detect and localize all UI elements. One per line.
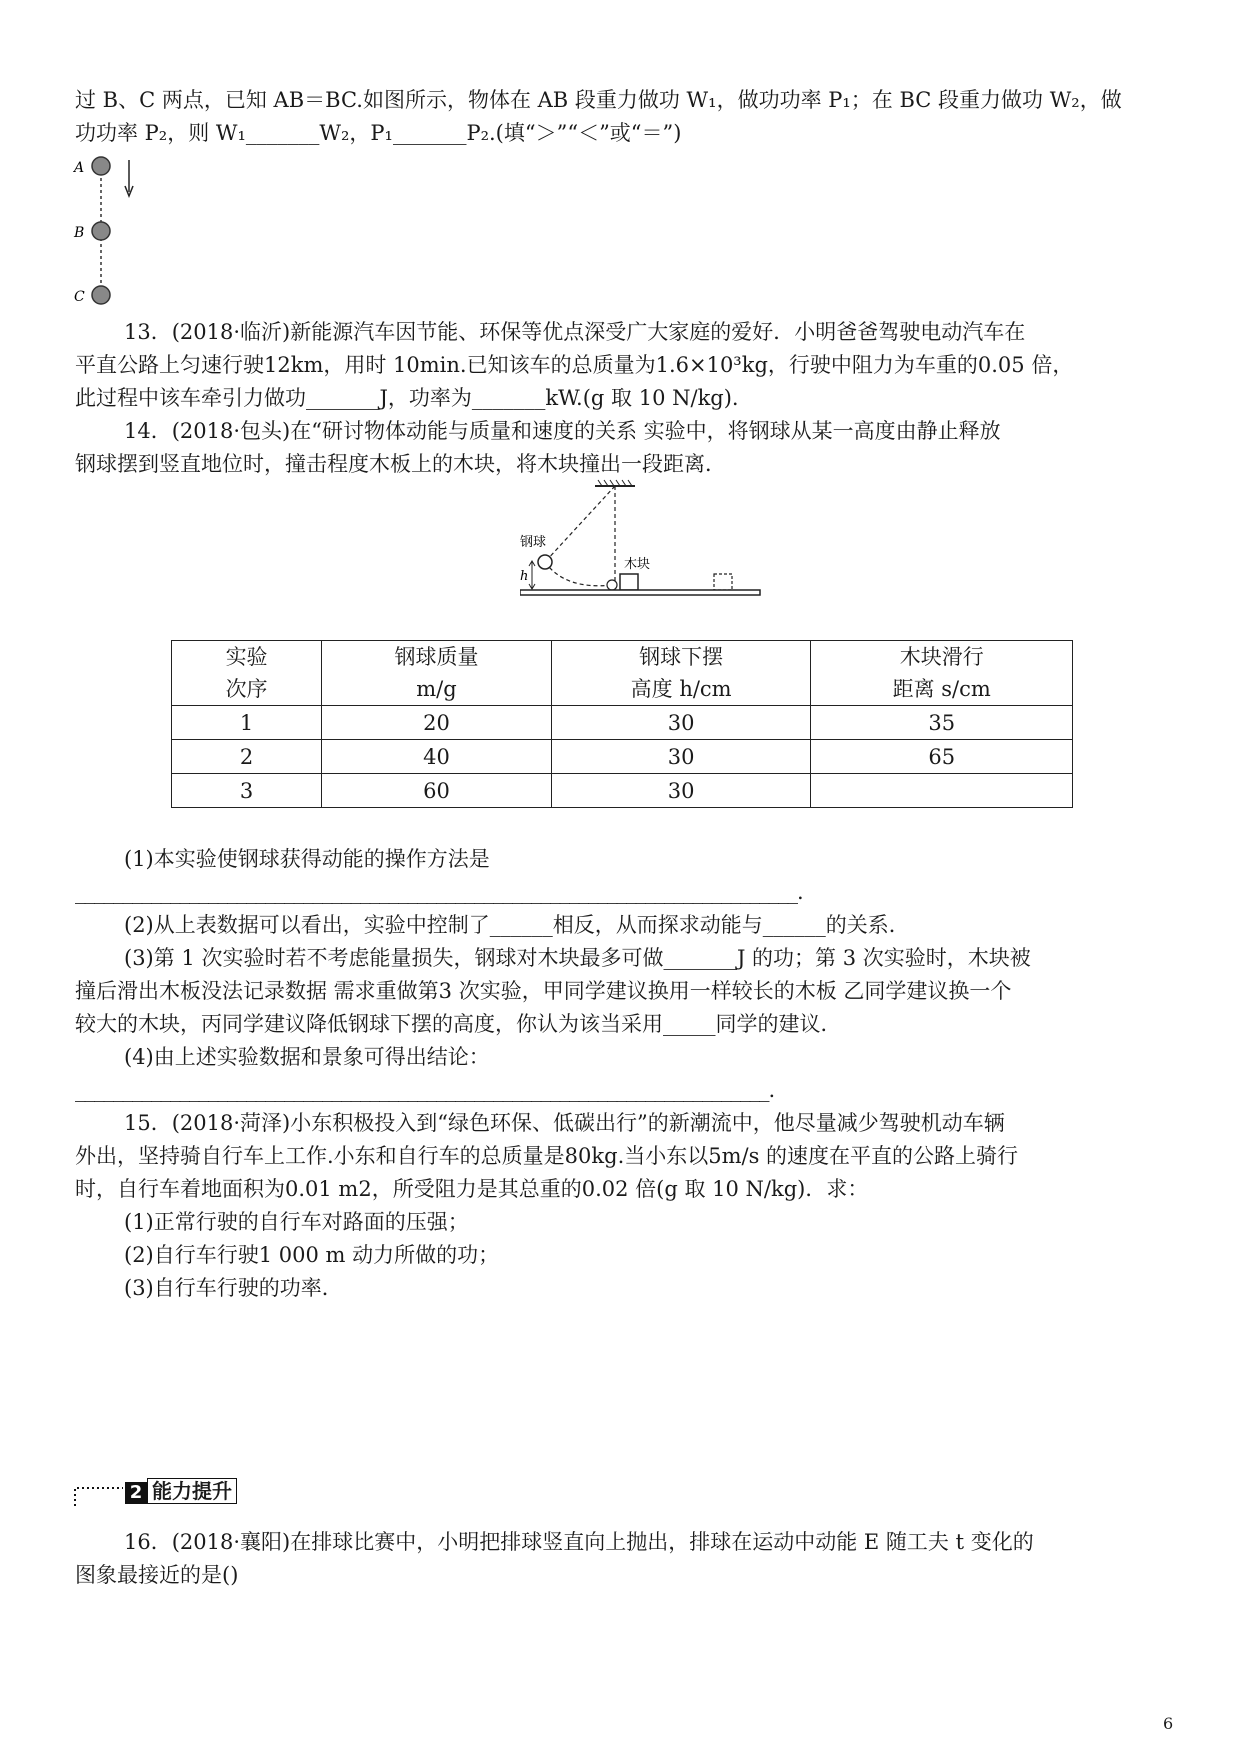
q13-line2: 平直公路上匀速行驶12km，用时 10min.已知该车的总质量为1.6×10³kg，行驶中阻力为车重的0.05 倍， bbox=[75, 353, 1074, 377]
label-a: A bbox=[74, 160, 85, 176]
table-cell: 40 bbox=[322, 740, 552, 774]
table-cell: 1 bbox=[172, 706, 322, 740]
header-cell: 实验 次序 bbox=[172, 641, 322, 706]
table-row bbox=[172, 740, 1073, 774]
ball-b bbox=[92, 222, 110, 240]
label-b: B bbox=[74, 225, 85, 241]
q15-line3: 时，自行车着地面积为0.01 m2，所受阻力是其总重的0.02 倍(g 取 10 N/kg)．求： bbox=[75, 1177, 869, 1201]
wood-board bbox=[520, 590, 760, 595]
header-cell: 钢球质量 m/g bbox=[322, 641, 552, 706]
q13-line1: 13．(2018·临沂)新能源汽车因节能、环保等优点深受广大家庭的爱好．小明爸爸驾驶电动汽车在 bbox=[124, 320, 1026, 344]
label-ball: 钢球 bbox=[520, 535, 547, 550]
table-cell: 30 bbox=[551, 706, 811, 740]
q14-sub4: (4)由上述实验数据和景象可得出结论： bbox=[124, 1045, 490, 1069]
section-title: 能力提升 bbox=[147, 1478, 237, 1504]
label-block: 木块 bbox=[624, 557, 651, 572]
table-header-row bbox=[172, 641, 1073, 706]
table-cell: 60 bbox=[322, 774, 552, 808]
ball-c bbox=[92, 286, 110, 304]
table-cell: 30 bbox=[551, 774, 811, 808]
wood-block-moved bbox=[714, 574, 732, 590]
q14-line2: 钢球摆到竖直地位时，撞击程度木板上的木块，将木块撞出一段距离． bbox=[75, 452, 726, 476]
q14-sub3-line2: 撞后滑出木板没法记录数据 需求重做第3 次实验，甲同学建议换用一样较长的木板 乙同学建议换一个 bbox=[75, 979, 1012, 1003]
q15-line2: 外出，坚持骑自行车上工作.小东和自行车的总质量是80kg.当小东以5m/s 的速度在平直的公路上骑行 bbox=[75, 1144, 1019, 1168]
wood-block bbox=[620, 574, 638, 590]
q14-line1: 14．(2018·包头)在“研讨物体动能与质量和速度的关系 实验中，将钢球从某一高度由静止释放 bbox=[124, 419, 1001, 443]
table-row bbox=[172, 706, 1073, 740]
q14-sub4-blank: _________________________________________________________________________. bbox=[75, 1078, 775, 1102]
table-cell: 65 bbox=[811, 740, 1073, 774]
label-c: C bbox=[74, 289, 85, 305]
table-cell: 3 bbox=[172, 774, 322, 808]
q14-sub1: (1)本实验使钢球获得动能的操作方法是 bbox=[124, 847, 490, 871]
steel-ball-start bbox=[538, 555, 552, 569]
q15-sub3: (3)自行车行驶的功率． bbox=[124, 1276, 343, 1300]
q14-sub3-line3: 较大的木块，丙同学建议降低钢球下摆的高度，你认为该当采用_____同学的建议． bbox=[75, 1012, 842, 1036]
dotted-bracket-icon bbox=[73, 1480, 125, 1508]
q13-line3: 此过程中该车牵引力做功_______J，功率为_______kW.(g 取 10 N/kg). bbox=[75, 386, 739, 410]
falling-ball-figure bbox=[68, 150, 148, 310]
table-cell bbox=[811, 774, 1073, 808]
table-cell: 20 bbox=[322, 706, 552, 740]
q14-sub2: (2)从上表数据可以看出，实验中控制了______相反，从而探求动能与______的关系． bbox=[124, 913, 910, 937]
q15-sub2: (2)自行车行驶1 000 m 动力所做的功； bbox=[124, 1243, 500, 1267]
section-heading bbox=[73, 1478, 237, 1508]
label-h: h bbox=[520, 569, 529, 584]
page-number: 6 bbox=[1163, 1714, 1174, 1733]
q15-line1: 15．(2018·菏泽)小东积极投入到“绿色环保、低碳出行”的新潮流中，他尽量减少驾驶机动车辆 bbox=[124, 1111, 1005, 1135]
ball-a bbox=[92, 157, 110, 175]
header-cell: 钢球下摆 高度 h/cm bbox=[551, 641, 811, 706]
steel-ball-bottom bbox=[607, 580, 617, 590]
table-row bbox=[172, 774, 1073, 808]
q14-sub3-line1: (3)第 1 次实验时若不考虑能量损失，钢球对木块最多可做_______J 的功；第 3 次实验时，木块被 bbox=[124, 946, 1031, 970]
table-cell: 35 bbox=[811, 706, 1073, 740]
pendulum-figure bbox=[520, 478, 770, 608]
q16-line1: 16．(2018·襄阳)在排球比赛中，小明把排球竖直向上抛出，排球在运动中动能 E 随工夫 t 变化的 bbox=[124, 1530, 1034, 1554]
q12-line1: 过 B、C 两点，已知 AB＝BC.如图所示，物体在 AB 段重力做功 W₁，做功功率 P₁；在 BC 段重力做功 W₂，做 bbox=[75, 88, 1122, 112]
section-number: 2 bbox=[125, 1482, 147, 1504]
q16-line2: 图象最接近的是() bbox=[75, 1563, 239, 1587]
table-cell: 2 bbox=[172, 740, 322, 774]
table-cell: 30 bbox=[551, 740, 811, 774]
experiment-table bbox=[171, 640, 1073, 808]
q15-sub1: (1)正常行驶的自行车对路面的压强； bbox=[124, 1210, 469, 1234]
q12-line2: 功功率 P₂，则 W₁_______W₂，P₁_______P₂.(填“＞”“＜”或“＝”) bbox=[75, 121, 682, 145]
header-cell: 木块滑行 距离 s/cm bbox=[811, 641, 1073, 706]
q14-sub1-blank: ____________________________________________________________________________. bbox=[75, 880, 803, 904]
